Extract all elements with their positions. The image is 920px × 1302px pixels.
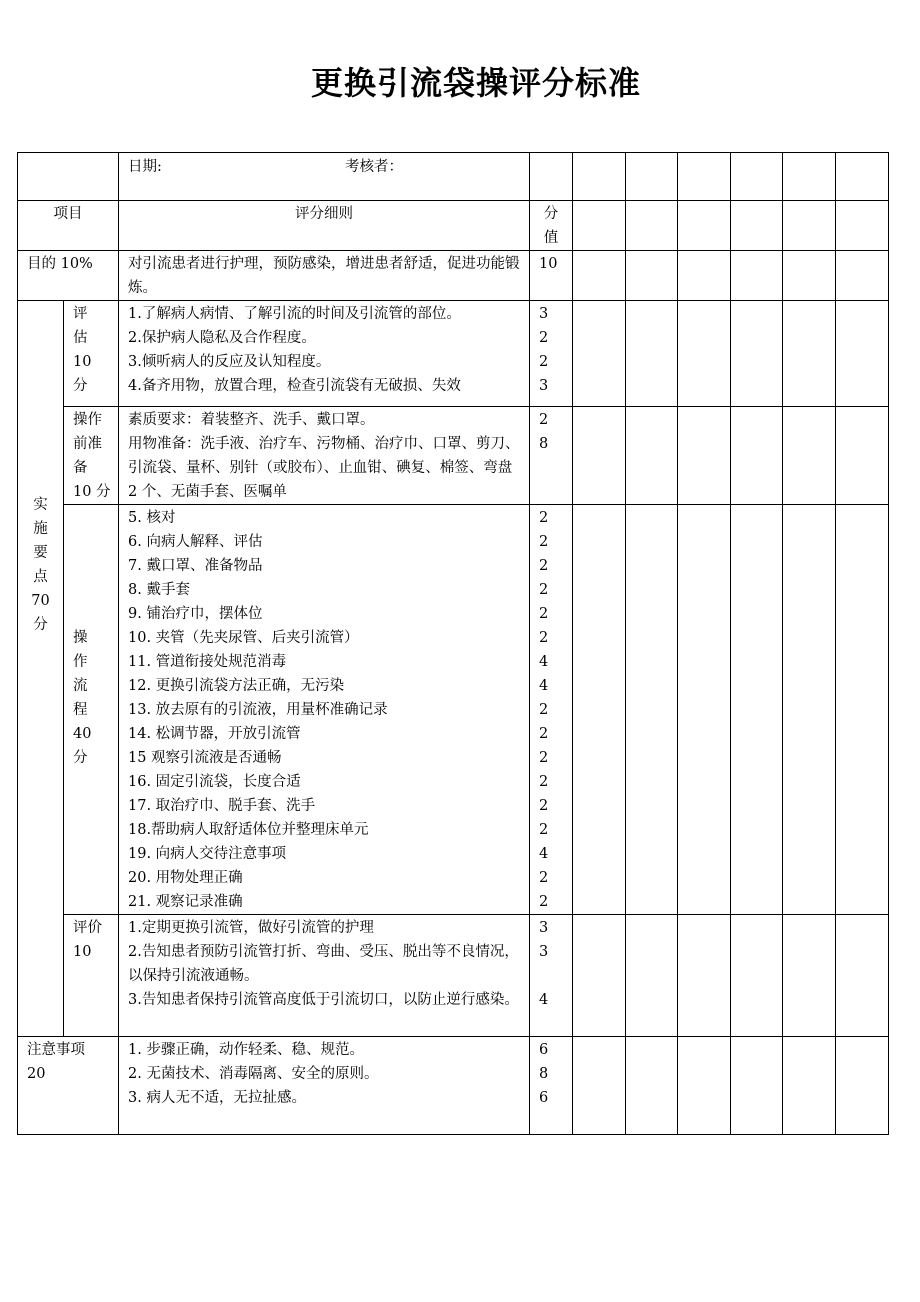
blank-cell <box>836 1037 889 1135</box>
procedure-item: 8. 戴手套 <box>128 582 190 598</box>
preparation-item: 素质要求：着装整齐、洗手、戴口罩。 <box>128 412 375 428</box>
blank-cell <box>731 251 783 301</box>
assessment-row <box>18 301 889 407</box>
examiner-label: 考核者： <box>345 159 403 175</box>
evaluation-row <box>18 915 889 1037</box>
blank-cell <box>678 153 731 201</box>
blank-cell <box>783 201 836 251</box>
blank-cell <box>626 1037 678 1135</box>
evaluation-label <box>64 915 119 1037</box>
blank-cell <box>573 407 626 505</box>
procedure-label-line: 操 <box>73 630 88 646</box>
blank-cell <box>783 251 836 301</box>
preparation-label-line: 前准 <box>73 436 102 452</box>
evaluation-scores <box>530 915 573 1037</box>
blank-cell <box>678 407 731 505</box>
procedure-score: 2 <box>539 630 549 646</box>
evaluation-item: 1.定期更换引流管，做好引流管的护理 <box>128 920 374 936</box>
preparation-items <box>119 407 530 505</box>
blank-cell <box>783 915 836 1037</box>
preparation-score: 8 <box>539 436 549 452</box>
procedure-score: 2 <box>539 726 549 742</box>
procedure-score: 4 <box>539 846 549 862</box>
blank-cell <box>573 505 626 915</box>
procedure-label-line: 作 <box>73 654 88 670</box>
assessment-score: 2 <box>539 330 549 346</box>
preparation-label-line: 操作 <box>73 412 102 428</box>
assessment-items <box>119 301 530 407</box>
procedure-score: 4 <box>539 678 549 694</box>
blank-cell <box>573 251 626 301</box>
preparation-scores <box>530 407 573 505</box>
assessment-score: 2 <box>539 354 549 370</box>
procedure-item: 10. 夹管（先夹尿管、后夹引流管） <box>128 630 359 646</box>
score-header-line2: 值 <box>543 230 559 246</box>
implementation-label-line: 70 <box>31 593 50 609</box>
procedure-item: 9. 铺治疗巾，摆体位 <box>128 606 263 622</box>
procedure-item: 7. 戴口罩、准备物品 <box>128 558 263 574</box>
procedure-score: 2 <box>539 750 549 766</box>
blank-cell <box>731 407 783 505</box>
blank-cell <box>530 153 573 201</box>
blank-cell <box>836 153 889 201</box>
procedure-score: 2 <box>539 606 549 622</box>
blank-cell <box>731 505 783 915</box>
procedure-score: 2 <box>539 702 549 718</box>
blank-cell <box>626 153 678 201</box>
blank-cell <box>731 301 783 407</box>
purpose-label: 目的 10% <box>18 251 119 301</box>
purpose-score: 10 <box>530 251 573 301</box>
procedure-item: 6. 向病人解释、评估 <box>128 534 263 550</box>
notes-item: 3. 病人无不适，无拉扯感。 <box>128 1090 306 1106</box>
notes-item: 1. 步骤正确，动作轻柔、稳、规范。 <box>128 1042 364 1058</box>
procedure-score: 2 <box>539 822 549 838</box>
procedure-score: 2 <box>539 798 549 814</box>
implementation-label-line: 施 <box>33 521 48 537</box>
scoring-table <box>17 152 889 1135</box>
procedure-score: 2 <box>539 534 549 550</box>
procedure-label-line: 流 <box>73 678 88 694</box>
notes-label-line1: 注意事项 <box>27 1042 85 1058</box>
implementation-label-line: 分 <box>33 617 48 633</box>
assessment-score: 3 <box>539 306 549 322</box>
blank-cell <box>573 1037 626 1135</box>
procedure-score: 2 <box>539 870 549 886</box>
evaluation-score: 4 <box>539 992 549 1008</box>
blank-cell <box>678 1037 731 1135</box>
assessment-item: 3.倾听病人的反应及认知程度。 <box>128 354 331 370</box>
procedure-item: 13. 放去原有的引流液，用量杯准确记录 <box>128 702 388 718</box>
purpose-row <box>18 251 889 301</box>
procedure-item: 12. 更换引流袋方法正确，无污染 <box>128 678 345 694</box>
blank-cell <box>18 153 119 201</box>
assessment-item: 2.保护病人隐私及合作程度。 <box>128 330 316 346</box>
notes-score: 6 <box>539 1042 549 1058</box>
blank-cell <box>783 505 836 915</box>
blank-cell <box>573 201 626 251</box>
blank-cell <box>626 201 678 251</box>
notes-row <box>18 1037 889 1135</box>
procedure-item: 20. 用物处理正确 <box>128 870 243 886</box>
blank-cell <box>731 1037 783 1135</box>
blank-cell <box>626 915 678 1037</box>
procedure-label-line: 分 <box>73 750 88 766</box>
implementation-label-line: 点 <box>33 569 48 585</box>
blank-cell <box>783 153 836 201</box>
evaluation-item: 2.告知患者预防引流管打折、弯曲、受压、脱出等不良情况，以保持引流液通畅。 <box>128 944 519 984</box>
notes-scores <box>530 1037 573 1135</box>
procedure-score: 2 <box>539 894 549 910</box>
procedure-label-line: 40 <box>73 726 92 742</box>
procedure-score: 2 <box>539 510 549 526</box>
notes-score: 6 <box>539 1090 549 1106</box>
preparation-item: 用物准备：洗手液、治疗车、污物桶、治疗巾、口罩、剪刀、引流袋、量杯、别针（或胶布）、止血钳、碘复、棉签、弯盘 2 个、无菌手套、医嘱单 <box>128 436 520 500</box>
blank-cell <box>573 915 626 1037</box>
assessment-item: 4.备齐用物，放置合理，检查引流袋有无破损、失效 <box>128 378 461 394</box>
procedure-item: 11. 管道衔接处规范消毒 <box>128 654 287 670</box>
score-header <box>530 201 573 251</box>
page-title: 更换引流袋操评分标准 <box>310 64 641 102</box>
notes-score: 8 <box>539 1066 549 1082</box>
notes-item: 2. 无菌技术、消毒隔离、安全的原则。 <box>128 1066 379 1082</box>
date-label: 日期: <box>128 159 162 175</box>
implementation-label-line: 实 <box>33 497 48 513</box>
blank-cell <box>836 301 889 407</box>
blank-cell <box>731 915 783 1037</box>
date-row <box>18 153 889 201</box>
blank-cell <box>836 505 889 915</box>
blank-cell <box>678 301 731 407</box>
blank-cell <box>836 251 889 301</box>
header-row <box>18 201 889 251</box>
blank-cell <box>678 201 731 251</box>
blank-cell <box>836 201 889 251</box>
procedure-item: 5. 核对 <box>128 510 176 526</box>
procedure-score: 2 <box>539 582 549 598</box>
blank-cell <box>573 153 626 201</box>
preparation-label-line: 备 <box>73 460 88 476</box>
procedure-scores <box>530 505 573 915</box>
blank-cell <box>783 301 836 407</box>
blank-cell <box>678 505 731 915</box>
notes-label-line2: 20 <box>27 1066 46 1082</box>
blank-cell <box>678 915 731 1037</box>
assessment-item: 1.了解病人病情、了解引流的时间及引流管的部位。 <box>128 306 461 322</box>
item-header: 项目 <box>18 201 119 251</box>
procedure-item: 15 观察引流液是否通畅 <box>128 750 282 766</box>
procedure-item: 16. 固定引流袋，长度合适 <box>128 774 301 790</box>
notes-items <box>119 1037 530 1135</box>
preparation-label <box>64 407 119 505</box>
blank-cell <box>731 201 783 251</box>
evaluation-score: 3 <box>539 920 549 936</box>
evaluation-label-line: 评价 <box>73 920 102 936</box>
preparation-score: 2 <box>539 412 549 428</box>
procedure-score: 2 <box>539 558 549 574</box>
procedure-item: 14. 松调节器，开放引流管 <box>128 726 301 742</box>
procedure-row <box>18 505 889 915</box>
procedure-item: 18.帮助病人取舒适体位并整理床单元 <box>128 822 369 838</box>
score-header-line1: 分 <box>543 206 559 222</box>
procedure-label-line: 程 <box>73 702 88 718</box>
blank-cell <box>626 301 678 407</box>
blank-cell <box>573 301 626 407</box>
procedure-item: 21. 观察记录准确 <box>128 894 243 910</box>
procedure-item: 19. 向病人交待注意事项 <box>128 846 287 862</box>
blank-cell <box>731 153 783 201</box>
implementation-label-line: 要 <box>33 545 48 561</box>
assessment-score: 3 <box>539 378 549 394</box>
preparation-row <box>18 407 889 505</box>
assessment-scores <box>530 301 573 407</box>
purpose-text: 对引流患者进行护理，预防感染，增进患者舒适，促进功能锻炼。 <box>119 251 530 301</box>
blank-cell <box>626 251 678 301</box>
assessment-label-line: 分 <box>73 378 88 394</box>
blank-cell <box>783 407 836 505</box>
assessment-label-line: 10 <box>73 354 92 370</box>
procedure-label <box>64 505 119 915</box>
detail-header: 评分细则 <box>119 201 530 251</box>
notes-label <box>18 1037 119 1135</box>
procedure-items <box>119 505 530 915</box>
evaluation-score: 3 <box>539 944 549 960</box>
implementation-label <box>18 301 64 1037</box>
assessment-label-line: 估 <box>73 330 88 346</box>
evaluation-items <box>119 915 530 1037</box>
evaluation-item: 3.告知患者保持引流管高度低于引流切口，以防止逆行感染。 <box>128 992 519 1008</box>
assessment-label <box>64 301 119 407</box>
blank-cell <box>678 251 731 301</box>
blank-cell <box>626 505 678 915</box>
blank-cell <box>836 407 889 505</box>
procedure-score: 4 <box>539 654 549 670</box>
procedure-score: 2 <box>539 774 549 790</box>
blank-cell <box>626 407 678 505</box>
blank-cell <box>836 915 889 1037</box>
evaluation-label-line: 10 <box>73 944 92 960</box>
assessment-label-line: 评 <box>73 306 88 322</box>
procedure-item: 17. 取治疗巾、脱手套、洗手 <box>128 798 316 814</box>
preparation-label-line: 10 分 <box>73 484 111 500</box>
blank-cell <box>783 1037 836 1135</box>
date-examiner-cell <box>119 153 530 201</box>
